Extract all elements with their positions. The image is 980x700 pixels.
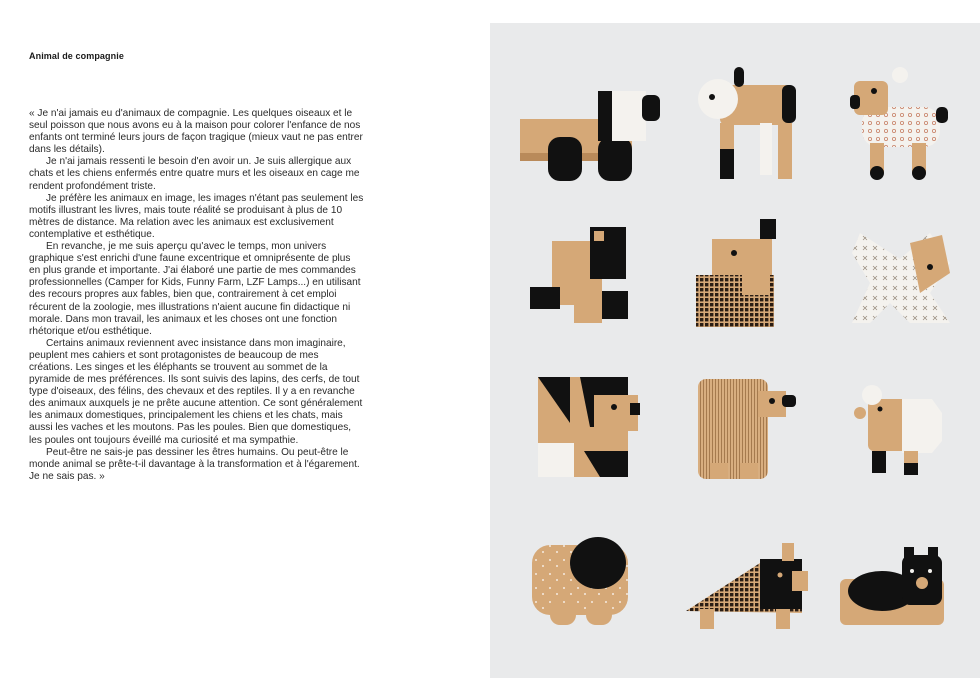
toy-animal-dog <box>520 91 660 181</box>
toy-animal-wolf <box>686 543 808 629</box>
toy-animal-rabbit <box>532 537 628 625</box>
paragraph: « Je n'ai jamais eu d'animaux de compagnie. Les quelques oiseaux et le seul poisson que nous avons eu à la maison pour colorer l'enfance de nos enfants ont terminé leurs jours de façon tragique (mieux vaut ne pas entrer dans les détails). <box>29 108 363 156</box>
photo-wooden-animals <box>490 23 980 678</box>
paragraph: Certains animaux reviennent avec insistance dans mon imaginaire, peuplent mes cahiers et sont protagonistes de beaucoup de mes créations. Les singes et les éléphants se trouvent au sommet de la pyramide de mes préférences. Ils sont suivis des lapins, des cerfs, de tout type d'oiseaux, des félins, des chevaux et des reptiles. Il y a en revanche des animaux auxquels je ne prête aucune attention. Ce sont généralement les animaux domestiques, principalement les chiens et les chats, mais aussi les vaches et les moutons. Pas les poules. Bien que domestiques, les poules ont toujours éveillé ma curiosité et ma sympathie. <box>29 337 363 446</box>
paragraph: En revanche, je me suis aperçu qu'avec le temps, mon univers graphique s'est enrichi d'une faune excentrique et omniprésente de plus en plus grande et importante. J'ai élaboré une partie de mes commandes professionnelles (Camper for Kids, Funny Farm, LZF Lamps...) en utilisant des recours propres aux fables, bien que, contrairement à cet emploi récurent de la zoologie, mes illustrations n'aient aucune fin didactique ni morale. Dans mon travail, les animaux et les choses ont une fonction rhétorique et/ou esthétique. <box>29 241 361 337</box>
section-title: Animal de compagnie <box>29 51 124 61</box>
toy-animal-puppy <box>840 547 944 625</box>
toy-animal-fox <box>852 233 950 323</box>
paragraph: Peut-être ne sais-je pas dessiner les êtres humains. Ou peut-être le monde animal se prête-t-il davantage à la transformation et à l'égarement. Je ne sais pas. » <box>29 446 360 482</box>
body-text <box>29 108 364 483</box>
toy-animal-lion <box>698 379 796 479</box>
toy-animal-lamb <box>850 67 948 180</box>
paragraph: Je préfère les animaux en image, les images n'étant pas seulement les motifs illustrant les livres, mais toute réalité se produisant à plus de 10 mètres de distance. Ma relation avec les animaux est exclusivement contemplative et esthétique. <box>29 192 364 240</box>
toy-animal-bear <box>696 219 776 327</box>
paragraph: Je n'ai jamais ressenti le besoin d'en avoir un. Je suis allergique aux chats et les chiens enfermés entre quatre murs et les oiseaux en cage me rendent profondément triste. <box>29 156 360 192</box>
toy-animal-pig <box>854 385 942 475</box>
toy-animal-panda <box>538 377 640 477</box>
toy-animal-cat <box>530 227 628 323</box>
wooden-animals-illustration <box>490 23 980 678</box>
toy-animal-sheep <box>698 67 796 179</box>
